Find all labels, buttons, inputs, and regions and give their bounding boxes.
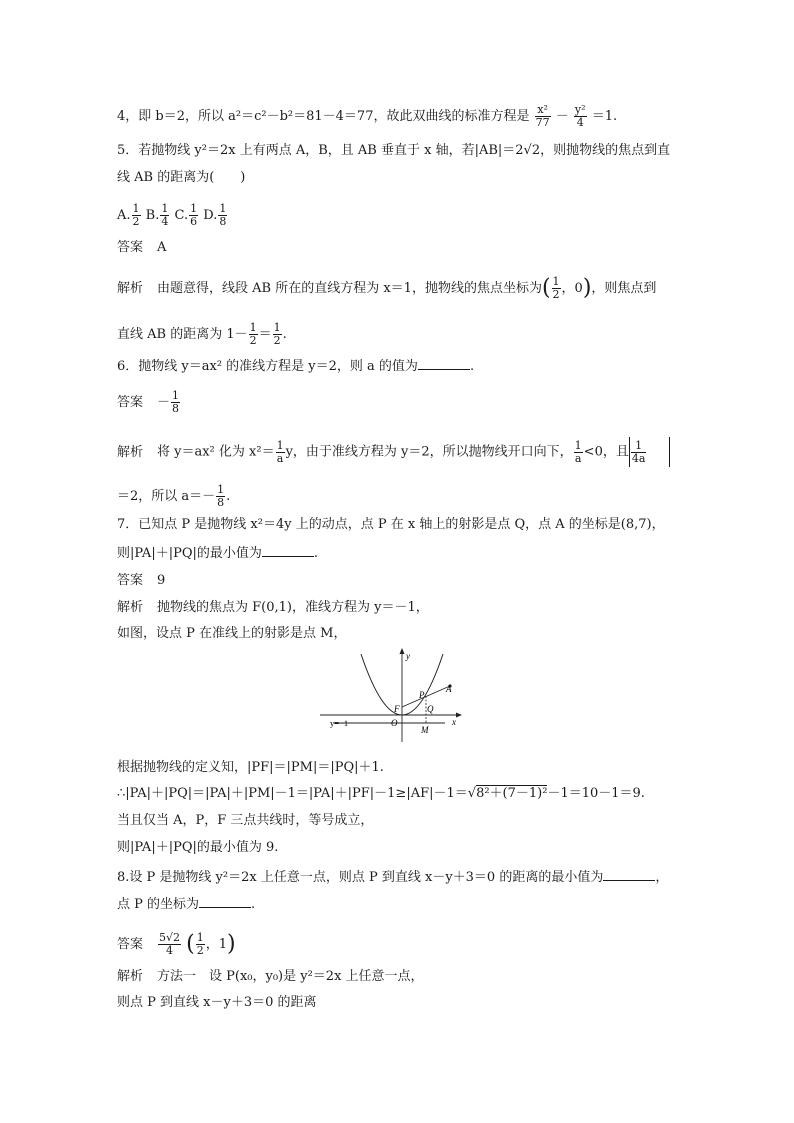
answer-6 [117,390,181,415]
text: ， [655,870,669,885]
text: 抛物线的焦点为 F(0,1)，准线方程为 y＝－1， [157,600,429,615]
point-a-label: A [446,684,452,694]
line-1 [117,104,617,129]
fraction: $\frac{\text{y²}}{4}$ [574,103,586,129]
analysis-label: 解析 [117,969,144,984]
x-axis-arrow [456,713,462,718]
line-18 [117,786,645,802]
line-17: 根据抛物线的定义知，|PF|＝|PM|＝|PQ|＋1. [117,760,384,775]
question-7 [117,544,318,562]
answer-blank [603,868,655,881]
focus-label: F [394,704,400,714]
text: . [469,359,475,374]
text: 则|PA|＋|PQ|的最小值为 [117,546,262,561]
x-axis-label: x [452,717,456,727]
analysis-label: 解析 [117,281,144,296]
abs-bar [629,437,630,467]
directrix-label: y=−1 [330,718,349,728]
option-b-label: B. [145,208,160,223]
text: ，1 [205,937,228,952]
sqrt-sign: √ [467,786,477,801]
text: － [157,395,171,410]
text: ，0 [561,281,583,296]
text: . [313,546,319,561]
analysis-label: 解析 [117,600,144,615]
text: . [226,489,231,504]
options [117,203,228,228]
line-25: 则点 P 到直线 x－y＋3＝0 的距离 [117,995,317,1010]
text: 点 P 的坐标为 [117,897,200,912]
question-8-line-1 [117,868,668,886]
line-3: 线 AB 的距离为( ) [117,170,246,185]
analysis-5 [117,276,656,301]
answer-blank [262,544,314,557]
answer-value: A [157,240,167,255]
text: <0，且 [583,444,629,460]
option-a-label: A. [117,208,131,223]
fraction: $\frac{5√2}{4}$ [159,931,181,957]
paren: ( [186,931,195,957]
abs-bar [669,437,670,467]
line-12: 7．已知点 P 是抛物线 x²＝4y 上的动点，点 P 在 x 轴上的射影是点 Q，点 A 的坐标是(8,7)， [117,517,665,532]
fraction: $\frac{1}{a}$ [574,438,582,465]
analysis-6 [117,437,670,467]
point-p-label: P [419,690,425,700]
text: ＝1. [591,109,618,124]
text: 由题意得，线段 AB 所在的直线方程为 x＝1，抛物线的焦点坐标为 [157,281,542,296]
paren: ) [227,931,236,957]
y-axis-arrow [400,648,405,654]
point-m-label: M [421,725,429,735]
text: 方法一 设 P(x₀，y₀)是 y²＝2x 上任意一点， [157,969,424,984]
text: ，则焦点到 [591,281,657,296]
question-8-line-2 [117,895,255,913]
answer-5 [117,240,166,256]
option-d-fraction: $\frac{1}{8}$ [219,202,227,228]
fraction: $\frac{\text{x²}}{77}$ [535,103,550,129]
text: ∴|PA|＋|PQ|＝|PA|＋|PM|－1＝|PA|＋|PF|－1≥|AF|－1＝ [117,786,468,801]
line-2: 5．若抛物线 y²＝2x 上有两点 A，B，且 AB 垂直于 x 轴，若|AB|＝2√2，则抛物线的焦点到直 [117,143,671,158]
answer-blank [418,357,470,370]
fraction: $\frac{1}{8}$ [217,483,225,509]
fraction: $\frac{1}{8}$ [172,389,180,415]
answer-value: 9 [157,573,166,588]
line-7 [117,322,287,347]
line-19: 当且仅当 A，P，F 三点共线时，等号成立， [117,813,374,828]
text: . [282,327,287,342]
text: . [251,897,256,912]
question-6 [117,357,474,375]
option-a-fraction: $\frac{1}{2}$ [132,202,140,228]
answer-label: 答案 [117,395,144,410]
analysis-8 [117,969,424,985]
answer-blank [199,895,251,908]
option-d-label: D. [203,208,218,223]
text: 将 y＝ax² 化为 x²＝ [157,444,275,460]
paren: ) [582,275,592,301]
line-16: 如图，设点 P 在准线上的射影是点 M， [117,626,347,641]
sqrt-content: 8²＋(7－1)² [476,786,548,801]
option-b-fraction: $\frac{1}{4}$ [161,202,169,228]
answer-label: 答案 [117,573,144,588]
fraction: $\frac{1}{4a}$ [631,438,646,465]
analysis-label: 解析 [117,444,144,460]
text: － [555,109,569,124]
text: ＝ [258,327,272,342]
option-c-fraction: $\frac{1}{6}$ [190,202,198,228]
text: ＝2，所以 a＝－ [117,489,216,504]
text: －1＝10－1＝9. [547,786,645,801]
analysis-7 [117,600,429,616]
answer-label: 答案 [117,240,144,255]
answer-7 [117,573,165,589]
line-20: 则|PA|＋|PQ|的最小值为 9. [117,840,279,855]
fraction: $\frac{1}{2}$ [552,275,560,301]
point-q-label: Q [427,704,434,714]
text: 4，即 b＝2，所以 a²＝c²－b²＝81－4＝77，故此双曲线的标准方程是 [117,109,530,124]
fraction: $\frac{1}{2}$ [196,931,204,957]
fraction: $\frac{1}{a}$ [276,438,284,465]
text: 直线 AB 的距离为 1－ [117,327,248,342]
text: y，由于准线方程为 y＝2，所以抛物线开口向下， [285,444,573,460]
fraction: $\frac{1}{2}$ [249,321,257,347]
y-axis-label: y [406,651,410,661]
origin-label: O [391,718,398,728]
parabola-figure [320,648,470,748]
fraction: $\frac{1}{2}$ [273,321,281,347]
text: 6．抛物线 y＝ax² 的准线方程是 y＝2，则 a 的值为 [117,359,418,374]
answer-8 [117,932,236,957]
answer-label: 答案 [117,937,144,952]
line-11 [117,484,230,509]
option-c-label: C. [174,208,189,223]
paren: ( [541,275,551,301]
text: 8.设 P 是抛物线 y²＝2x 上任意一点，则点 P 到直线 x－y＋3＝0 的距离的最小值为 [117,870,604,885]
